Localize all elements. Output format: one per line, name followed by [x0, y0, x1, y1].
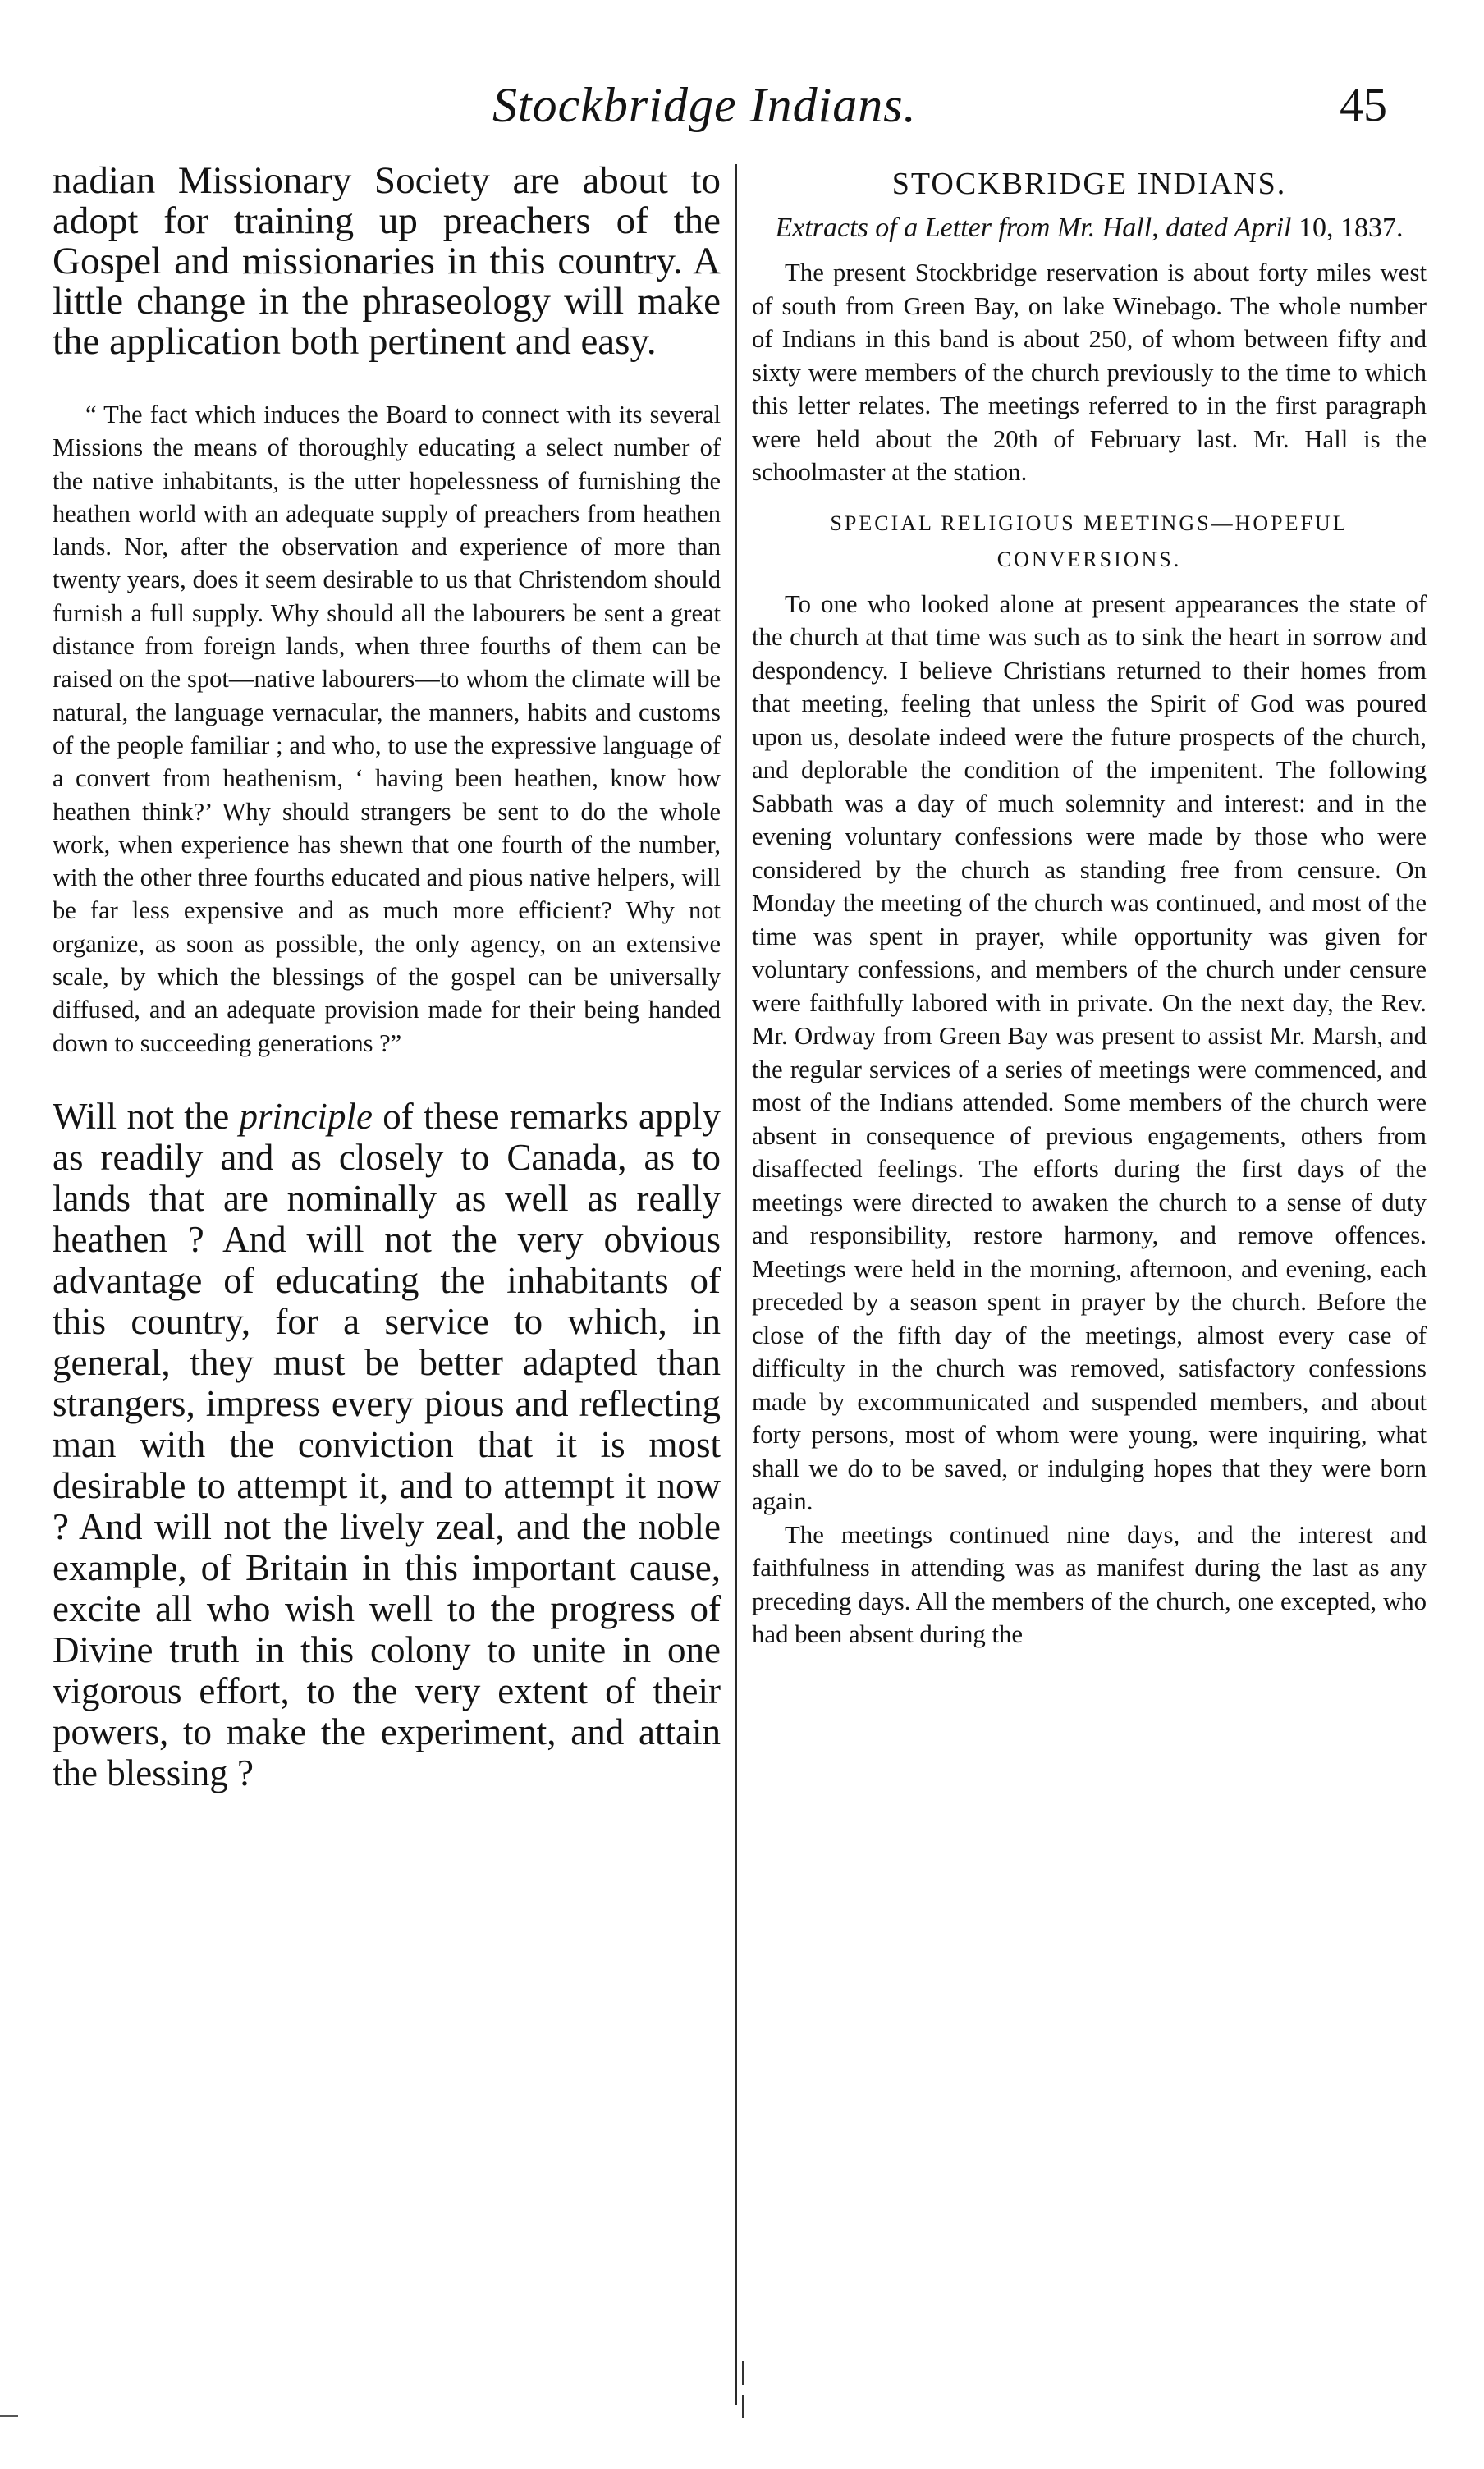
subtitle-italic: Extracts of a Letter from Mr. Hall, dated April: [775, 213, 1292, 243]
block-quotation: “ The fact which induces the Board to connect with its several Missions the means of thoroughly educating a select number of the native inhabitants, is the utter hopelessness of furnishing the heathen world with an adequate supply of preachers from heathen lands. Nor, after the observation and experience of more than twenty years, does it seem desirable to us that Christendom should furnish a full supply. Why should all the labourers be sent a great distance from foreign lands, when three fourths of them can be raised on the spot—native labourers—to whom the climate will be natural, the language vernacular, the manners, habits and customs of the people familiar ; and who, to use the expressive language of a convert from heathenism, ‘ having been heathen, know how heathen think?’ Why should strangers be sent to do the whole work, when experience has shewn that one fourth of the number, with the other three fourths educated and pious native helpers, will be far less expensive and as much more efficient? Why not organize, as soon as possible, the only agency, on an extensive scale, by which the blessings of the gospel can be universally diffused, and an adequate provision made for their being handed down to succeeding generations ?”: [53, 401, 721, 1057]
column-divider: [735, 164, 737, 2405]
scan-edge-mark: [0, 2415, 18, 2417]
page-number: 45: [1340, 78, 1387, 131]
emphasis-word: principle: [239, 1095, 373, 1137]
body-paragraph: To one who looked alone at present appearances the state of the church at that time was such as to sink the heart in sorrow and despondency. I believe Christians returned to their homes from that meeting, feeling that unless the Spirit of God was poured upon us, desolate indeed were the future prospects of the church, and deplorable the condition of the impenitent. The following Sabbath was a day of much solemnity and interest: and in the evening voluntary confessions were made by those who were considered by the church as standing free from censure. On Monday the meeting of the church was continued, and most of the time was spent in prayer, while opportunity was given for voluntary confessions, and members of the church under censure were faithfully labored with in private. On the next day, the Rev. Mr. Ordway from Green Bay was present to assist Mr. Marsh, and the regular services of a series of meetings were commenced, and most of the Indians attended. Some members of the church were absent in consequence of previous engagements, others from disaffected feelings. The efforts during the first days of the meetings were directed to awaken the church to a sense of duty and responsibility, restore harmony, and remove offences. Meetings were held in the morning, afternoon, and evening, each preceded by a season spent in prayer by the church. Before the close of the fifth day of the meetings, almost every case of difficulty in the church was removed, satisfactory confessions made by excommunicated and suspended members, and about forty persons, most of whom were young, were inquiring, what shall we do to be saved, or indulging hopes that they were born again.: [752, 589, 1427, 1515]
column-divider-mark: [742, 2361, 744, 2385]
column-divider-mark: [742, 2395, 744, 2418]
closing-text-end: of these remarks apply as readily and as closely to Canada, as to lands that are nominally as well as really heathen ? And will not the very obvious advantage of educating the inhabitants of this country, for a service to which, in general, they must be better adapted than strangers, impress every pious and reflecting man with the conviction that it is most desirable to attempt it, and to attempt it now ? And will not the lively zeal, and the noble example, of Britain in this important cause, excite all who wish well to the progress of Divine truth in this colony to unite in one vigorous effort, to the very extent of their powers, to make the experiment, and attain the blessing ?: [53, 1095, 721, 1793]
closing-text-start: Will not the: [53, 1095, 240, 1137]
section-heading: SPECIAL RELIGIOUS MEETINGS—HOPEFUL CONVERSIONS.: [830, 511, 1349, 571]
article-subtitle: [752, 207, 1427, 250]
continued-paragraph: nadian Missionary Society are about to adopt for training up preachers of the Gospel and missionaries in this country. A little change in the phraseology will make the application both pertinent and easy.: [53, 159, 721, 363]
editorial-intro: The present Stockbridge reservation is about forty miles west of south from Green Bay, on lake Winebago. The whole number of Indians in this band is about 250, of whom between fifty and sixty were members of the church previously to the time to which this letter relates. The meetings referred to in the first paragraph were held about the 20th of February last. Mr. Hall is the schoolmaster at the station.: [752, 259, 1427, 486]
running-head: [0, 72, 1484, 138]
article-title: STOCKBRIDGE INDIANS.: [891, 167, 1287, 201]
subtitle-date: 10, 1837.: [1291, 213, 1404, 243]
right-column: [752, 161, 1427, 1651]
body-paragraph: The meetings continued nine days, and the interest and faithfulness in attending was as manifest during the last as any preceding days. All the members of the church, one excepted, who had been absent during the: [752, 1520, 1427, 1648]
running-head-title: Stockbridge Indians.: [492, 78, 917, 132]
closing-paragraph: [53, 1096, 721, 1793]
left-column: [53, 161, 721, 1793]
